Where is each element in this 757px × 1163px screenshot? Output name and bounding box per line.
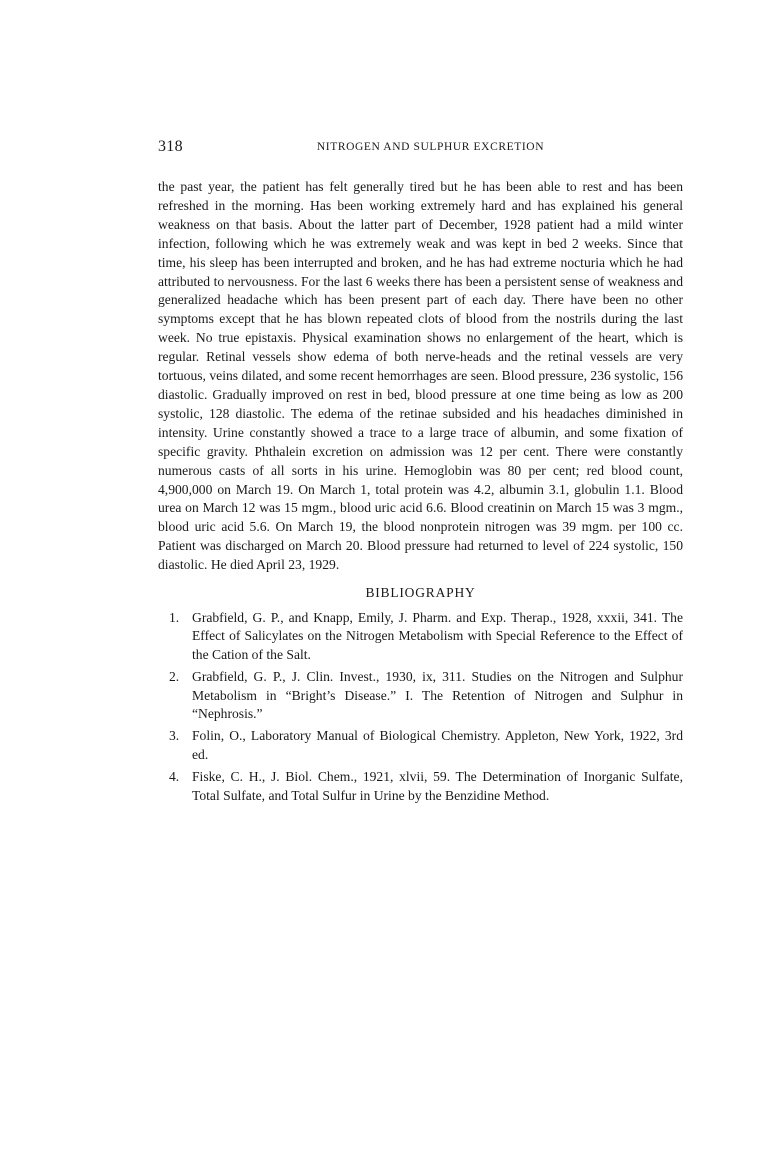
page-number: 318	[158, 138, 183, 155]
running-head	[158, 138, 683, 160]
reference-number: 2.	[169, 669, 180, 685]
running-title: NITROGEN AND SULPHUR EXCRETION	[316, 141, 545, 153]
reference-number: 4.	[169, 769, 180, 785]
reference-text: Folin, O., Laboratory Manual of Biological Chemistry. Appleton, New York, 1922, 3rd ed.	[192, 728, 683, 762]
bibliography-title: BIBLIOGRAPHY	[365, 585, 476, 601]
reference-number: 3.	[169, 728, 180, 744]
reference-text: Grabfield, G. P., and Knapp, Emily, J. Pharm. and Exp. Therap., 1928, xxxii, 341. The Effect of Salicylates on the Nitrogen Metabolism with Special Reference to the Effect of the Cation of the Salt.	[192, 610, 683, 662]
bibliography-item	[158, 609, 683, 664]
body-paragraph: the past year, the patient has felt generally tired but he has been able to rest and has been refreshed in the morning. Has been working extremely hard and has explained his general weakness on that basis. About the latter part of December, 1928 patient had a mild winter infection, following which he was extremely weak and was kept in bed 2 weeks. Since that time, his sleep has been interrupted and broken, and he has had extreme nocturia which he had attributed to nervousness. For the last 6 weeks there has been a persistent sense of weakness and generalized headache which has been present part of each day. There have been no other symptoms except that he has blown repeated clots of blood from the nostrils during the last week. No true epistaxis. Physical examination shows no enlargement of the heart, which is regular. Retinal vessels show edema of both nerve-heads and the retinal vessels are very tortuous, veins dilated, and some recent hemorrhages are seen. Blood pressure, 236 systolic, 156 diastolic. Gradually improved on rest in bed, blood pressure at one time being as low as 200 systolic, 128 diastolic. The edema of the retinae subsided and his headaches diminished in intensity. Urine constantly showed a trace to a large trace of albumin, and some fixation of specific gravity. Phthalein excretion on admission was 12 per cent. There were constantly numerous casts of all sorts in his urine. Hemoglobin was 80 per cent; red blood count, 4,900,000 on March 19. On March 1, total protein was 4.2, albumin 3.1, globulin 1.1. Blood urea on March 12 was 15 mgm., blood uric acid 6.6. Blood creatinin on March 15 was 3 mgm., blood uric acid 5.6. On March 19, the blood nonprotein nitrogen was 39 mgm. per 100 cc. Patient was discharged on March 20. Blood pressure had returned to level of 224 systolic, 150 diastolic. He died April 23, 1929.	[158, 179, 683, 573]
bibliography-item	[158, 668, 683, 723]
reference-number: 1.	[169, 610, 180, 626]
bibliography-list	[158, 609, 683, 805]
reference-text: Fiske, C. H., J. Biol. Chem., 1921, xlvii, 59. The Determination of Inorganic Sulfate, Total Sulfate, and Total Sulfur in Urine by the Benzidine Method.	[192, 769, 683, 803]
bibliography-item	[158, 727, 683, 764]
page	[158, 138, 683, 809]
reference-text: Grabfield, G. P., J. Clin. Invest., 1930, ix, 311. Studies on the Nitrogen and Sulphur Metabolism in “Bright’s Disease.” I. The Retention of Nitrogen and Sulphur in “Nephrosis.”	[192, 669, 683, 722]
bibliography-item	[158, 768, 683, 805]
